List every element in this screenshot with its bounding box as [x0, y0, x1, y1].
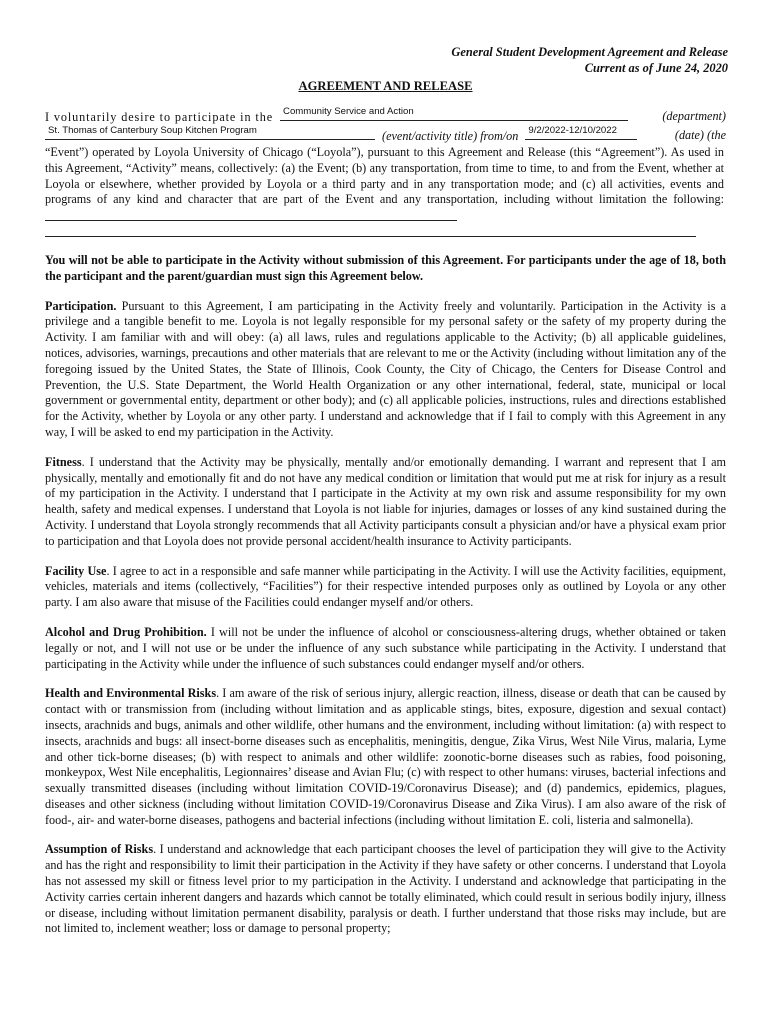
section-body: Pursuant to this Agreement, I am participating in the Activity freely and voluntarily. Participation in the Activity is a privilege and a tangible benefit to me. Loyola is not legally responsible for my personal safety or the safety of my property during the Activity. I am familiar with and will obey: (a) all laws, rules and regulations applicable to the Activity; (b) all applicable guidelines, notices, advisories, warnings, precautions and other materials that are relevant to me or the Activity (including without limitation any of the foregoing issued by the United States, the State of Illinois, Cook County, the City of Chicago, the Centers for Disease Control and Prevention, the U.S. State Department, the World Health Organization or any other international, federal, state, municipal or local government or governmental entity, department or other body); and (c) all applicable policies, instructions, rules and directions established for the Activity, whether by Loyola or any other party. I understand and acknowledge that if I fail to comply with this Agreement in any way, I will be asked to end my participation in the Activity. [45, 298, 726, 439]
date-label: (date) (the [674, 128, 726, 142]
date-field[interactable] [525, 127, 637, 140]
header-date: Current as of June 24, 2020 [584, 61, 728, 75]
section-heading: Assumption of Risks [45, 842, 154, 857]
section-health-risks [45, 686, 726, 828]
event-title-value: St. Thomas of Canterbury Soup Kitchen Program [48, 125, 257, 136]
page-title: AGREEMENT AND RELEASE [298, 79, 473, 93]
section-heading: Participation. [45, 298, 117, 313]
document-header [45, 44, 728, 76]
form-line-event [45, 127, 726, 144]
section-alcohol-drug [45, 625, 726, 672]
section-assumption-of-risks [45, 842, 726, 937]
section-body: . I agree to act in a responsible and safe manner while participating in the Activity. I will use the Activity facilities, equipment, vehicles, materials and items (collectively, “Facilities”) for their respective intended purposes only as outlined by Loyola or any other party. I am also aware that misuse of the Facilities could endanger myself and/or others. [45, 563, 726, 610]
event-label: (event/activity title) from/on [382, 129, 519, 143]
section-heading: Health and Environmental Risks [45, 686, 217, 701]
notice-paragraph: You will not be able to participate in the Activity without submission of this Agreement. For participants under the age of 18, both the participant and the parent/guardian must sign this Agreement below. [45, 252, 726, 283]
date-value: 9/2/2022-12/10/2022 [528, 125, 617, 136]
agreement-intro-paragraph [45, 145, 726, 226]
section-body: . I understand that the Activity may be physically, mentally and/or emotionally demanding. I warrant and represent that I am physically, mentally and emotionally fit and do not have any medical condition or limitation that would put me at risk for injury as a result of my participation in the Activity. I understand that I participate in the Activity at my own risk and assume responsibility for my own health, safety and medical expenses. I understand that Loyola is not liable for injuries, damages or losses of any kind sustained during the Activity. I understand that Loyola strongly recommends that all Activity participants consult a physician and/or have a physical exam prior to participation and that Loyola does not provide personal accident/health insurance to Activity participants. [45, 454, 726, 548]
department-value: Community Service and Action [283, 106, 414, 117]
section-facility-use [45, 564, 726, 611]
department-field[interactable] [280, 108, 628, 121]
section-body: . I am aware of the risk of serious injury, allergic reaction, illness, disease or death that can be caused by contact with or transmission from (including without limitation and as applicable stings, bites, exposure, digestion and sexual contact) insects, arachnids and bugs, animals and other wildlife, other humans and the environment, including without limitation: (a) with respect to insects, arachnids and bugs: all insect-borne diseases such as encephalitis, meningitis, dengue, Zika Virus, West Nile Virus, malaria, Lyme and other tick-borne diseases; (b) with respect to animals and other wildlife: zoonotic-borne diseases such as rabies, food poisoning, monkeypox, West Nile encephalitis, Legionnaires’ disease and Avian Flu; (c) with respect to other humans: viruses, bacterial infections and sexually transmitted diseases (including without limitation COVID-19/Coronavirus Disease); and (d) pandemics, epidemics, plagues, diseases and other sickness (including without limitation COVID-19/Coronavirus Disease and Zika Virus). I am also aware of the risk of food-, air- and water-borne diseases, pathogens and bacterial infections (including without limitation E. coli, listeria and salmonella). [45, 686, 726, 827]
activity-description-line-2[interactable] [45, 226, 696, 237]
event-title-field[interactable] [45, 127, 375, 140]
intro-continuation: “Event”) operated by Loyola University of Chicago (“Loyola”), pursuant to this Agreement and Release (this “Agreement”). As used in this Agreement, “Activity” means, collectively: (a) the Event; (b) any transportation, from time to time, to and from the Event, whether at Loyola or elsewhere, whether provided by Loyola or a third party and in any transportation mode; and (c) all activities, events and programs of any kind and character that are part of the Event and any transportation, including without limitation the following: [45, 145, 724, 207]
activity-description-field[interactable] [45, 208, 457, 221]
section-heading: Facility Use [45, 563, 107, 578]
intro-text: I voluntarily desire to participate in the [45, 110, 273, 124]
section-fitness [45, 455, 726, 550]
section-heading: Alcohol and Drug Prohibition. [45, 624, 207, 639]
header-title: General Student Development Agreement and Release [451, 45, 728, 59]
department-label: (department) [662, 109, 726, 123]
section-body: I will not be under the influence of alcohol or consciousness-altering drugs, whether obtained or taken legally or not, and I will not use or be under the influence of any such substance while participating in the Activity. I understand that participating in the Activity while under the influence of such substances could endanger myself and/or others. [45, 624, 726, 671]
section-body: . I understand and acknowledge that each participant chooses the level of participation they will give to the Activity and has the right and responsibility to limit their participation in the Activity if they have safety or other concerns. I understand that Loyola has not assessed my skill or fitness level prior to my participation in the Activity. I understand and acknowledge that participating in the Activity carries certain inherent dangers and hazards which cannot be totally eliminated, which could result in serious bodily injury, illness or disease, including without limitation permanent disability, paralysis or death. I further understand that those risks may include, but are not limited to, inclement weather; loss or damage to personal property; [45, 842, 726, 936]
section-heading: Fitness [45, 454, 82, 469]
section-participation [45, 299, 726, 441]
